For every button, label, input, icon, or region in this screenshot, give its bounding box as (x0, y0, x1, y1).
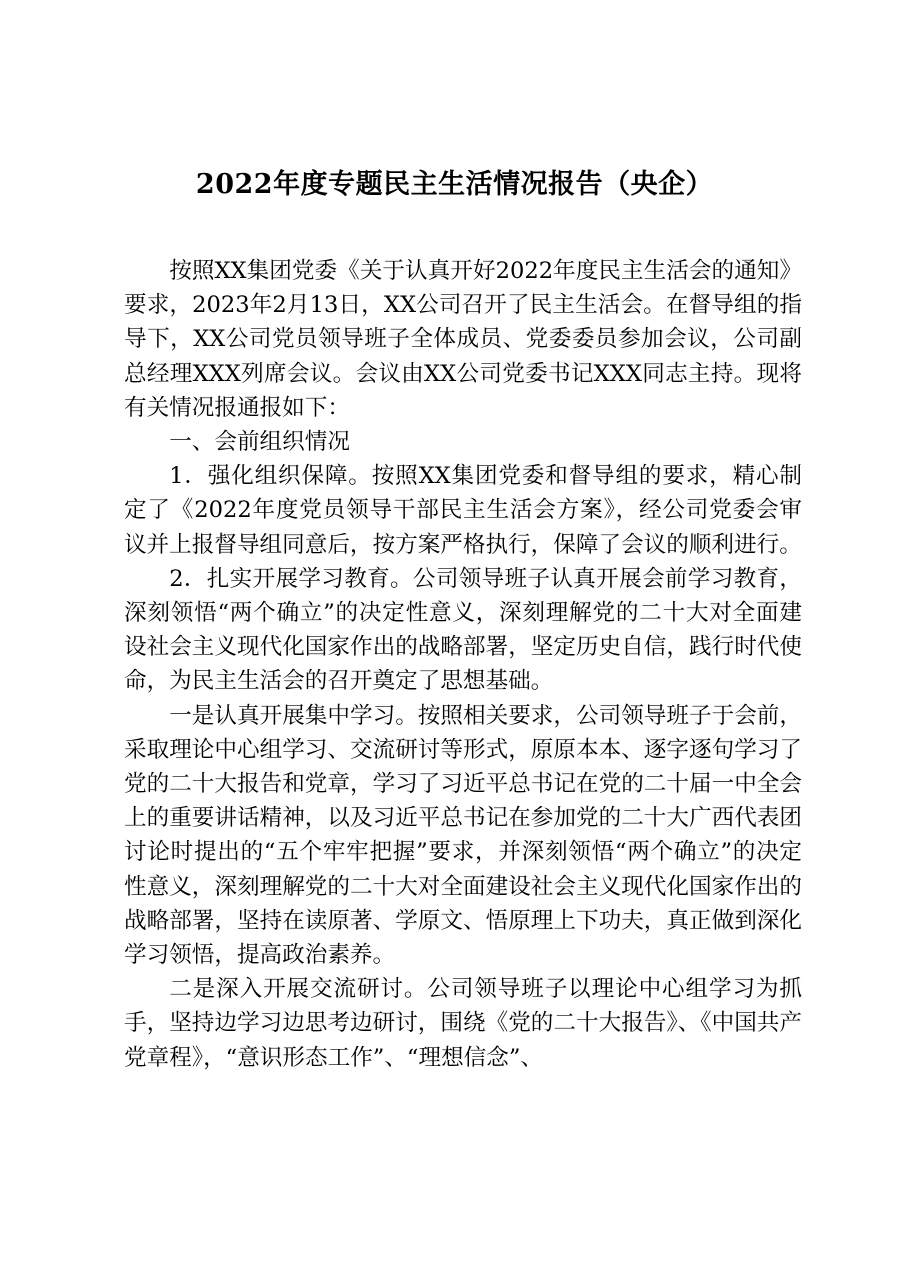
document-body (124, 254, 802, 1075)
paragraph-intro: 按照XX集团党委《关于认真开好2022年度民主生活会的通知》要求，2023年2月13日，XX公司召开了民主生活会。在督导组的指导下，XX公司党员领导班子全体成员、党委委员参加会议，公司副总经理XXX列席会议。会议由XX公司党委书记XXX同志主持。现将有关情况报通报如下： (124, 258, 802, 421)
paragraph-centralized-study: 一是认真开展集中学习。按照相关要求，公司领导班子于会前，采取理论中心组学习、交流研讨等形式，原原本本、逐字逐句学习了党的二十大报告和党章，学习了习近平总书记在党的二十届一中全会上的重要讲话精神，以及习近平总书记在参加党的二十大广西代表团讨论时提出的“五个牢牢把握”要求，并深刻领悟“两个确立”的决定性意义，深刻理解党的二十大对全面建设社会主义现代化国家作出的战略部署，坚持在读原著、学原文、悟原理上下功夫，真正做到深化学习领悟，提高政治素养。 (124, 702, 802, 969)
paragraph-study-education: 2．扎实开展学习教育。公司领导班子认真开展会前学习教育，深刻领悟“两个确立”的决定性意义，深刻理解党的二十大对全面建设社会主义现代化国家作出的战略部署，坚定历史自信，践行时代使命，为民主生活会的召开奠定了思想基础。 (124, 565, 802, 695)
document-title: 2022年度专题民主生活情况报告（央企） (195, 169, 714, 200)
section-heading-preparation: 一、会前组织情况 (169, 429, 350, 456)
paragraph-organization: 1．强化组织保障。按照XX集团党委和督导组的要求，精心制定了《2022年度党员领导干部民主生活会方案》，经公司党委会审议并上报督导组同意后，按方案严格执行，保障了会议的顺利进行。 (124, 463, 802, 558)
paragraph-exchange-discussion: 二是深入开展交流研讨。公司领导班子以理论中心组学习为抓手，坚持边学习边思考边研讨，围绕《党的二十大报告》、《中国共产党章程》，“意识形态工作”、“理想信念”、 (124, 976, 802, 1071)
